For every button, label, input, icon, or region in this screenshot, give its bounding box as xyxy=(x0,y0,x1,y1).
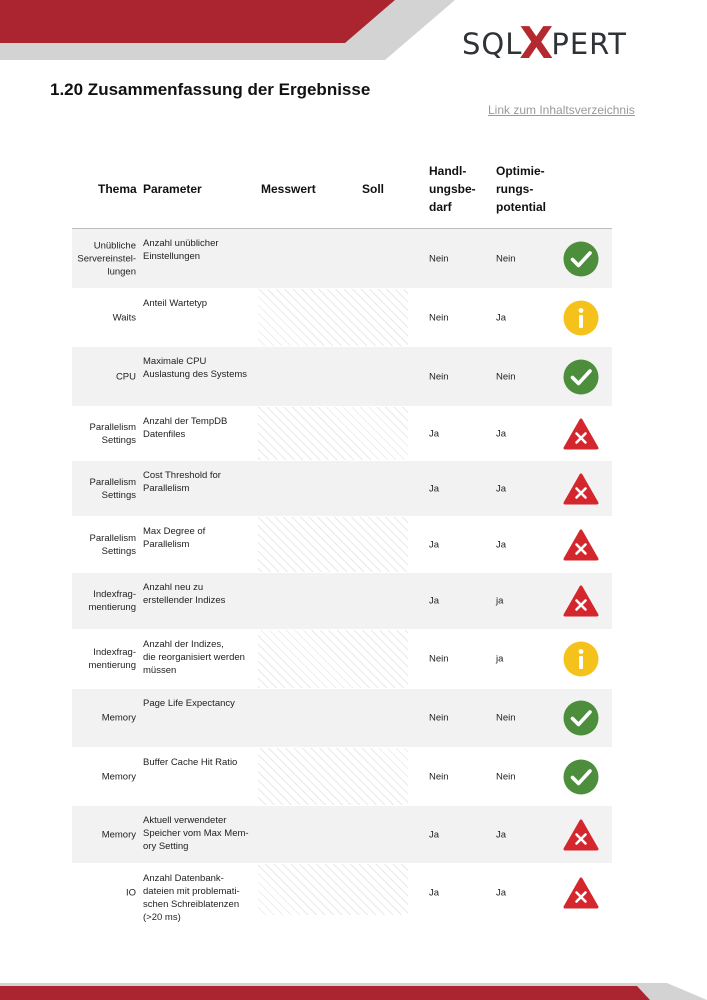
row-thema xyxy=(72,646,136,672)
check-icon xyxy=(562,758,600,796)
row-parameter xyxy=(143,872,263,924)
row-parameter-line: Parallelism xyxy=(143,539,190,550)
header-parameter: Parameter xyxy=(143,182,202,196)
row-thema-line: mentierung xyxy=(88,660,136,671)
check-icon xyxy=(562,240,600,278)
row-parameter xyxy=(143,697,263,710)
row-thema-line: Parallelism xyxy=(89,476,136,488)
header-handlung-line: Handl- xyxy=(429,164,467,178)
header-optimierung-line: potential xyxy=(496,200,546,214)
table-row xyxy=(72,864,612,923)
row-parameter-line: Parallelism xyxy=(143,483,190,494)
row-parameter-line: Anzahl der Indizes, xyxy=(143,639,224,650)
table-row xyxy=(72,289,612,347)
header-messwert: Messwert xyxy=(261,182,316,196)
header-optimierung-line: rungs- xyxy=(496,182,534,196)
row-optimierungspotential: Nein xyxy=(496,253,516,264)
table-row xyxy=(72,573,612,630)
row-thema-line: Memory xyxy=(101,712,136,724)
row-parameter-line: Anteil Wartetyp xyxy=(143,298,208,309)
row-thema-line: lungen xyxy=(107,266,136,277)
row-parameter-line: Maximale CPU xyxy=(143,356,207,367)
row-thema xyxy=(72,532,136,558)
row-parameter-line: Auslastung des Systems xyxy=(143,369,248,380)
row-handlungsbedarf: Nein xyxy=(429,712,449,724)
row-handlungsbedarf: Nein xyxy=(429,371,449,382)
row-optimierungspotential: Nein xyxy=(496,771,516,782)
row-optimierungspotential: Ja xyxy=(496,887,507,899)
row-handlungsbedarf: Ja xyxy=(429,428,440,439)
row-parameter-line: Aktuell verwendeter xyxy=(143,815,227,826)
row-optimierungspotential: Nein xyxy=(496,371,516,382)
row-thema-line: Settings xyxy=(101,545,136,557)
row-parameter-line: müssen xyxy=(143,665,177,676)
table-row xyxy=(72,630,612,689)
header-thema: Thema xyxy=(98,182,137,196)
row-thema xyxy=(72,476,136,502)
results-table xyxy=(72,160,612,923)
row-parameter xyxy=(143,756,263,769)
header-soll: Soll xyxy=(362,182,385,196)
row-thema xyxy=(72,887,136,900)
row-parameter xyxy=(143,814,263,853)
row-thema-line: Settings xyxy=(101,489,136,501)
warning-icon xyxy=(562,470,600,508)
row-parameter xyxy=(143,415,263,441)
row-thema-line: Indexfrag- xyxy=(93,647,136,658)
row-thema-line: IO xyxy=(125,887,136,899)
row-parameter-line: (>20 ms) xyxy=(143,912,181,923)
warning-icon xyxy=(562,526,600,564)
row-thema xyxy=(72,370,136,383)
warning-icon xyxy=(562,874,600,912)
row-parameter-line: dateien mit problemati- xyxy=(143,886,240,897)
row-handlungsbedarf: Ja xyxy=(429,887,440,899)
row-thema-line: mentierung xyxy=(88,602,136,613)
row-parameter-line: Buffer Cache Hit Ratio xyxy=(143,757,238,768)
warning-icon xyxy=(562,816,600,854)
check-icon xyxy=(562,358,600,396)
row-parameter xyxy=(143,237,263,263)
table-row xyxy=(72,347,612,407)
row-thema xyxy=(72,421,136,447)
table-row xyxy=(72,229,612,289)
row-thema xyxy=(72,828,136,841)
row-thema-line: Parallelism xyxy=(89,532,136,544)
row-optimierungspotential: Ja xyxy=(496,428,507,439)
row-parameter xyxy=(143,581,263,607)
sqlxpert-logo: SQL X PERT xyxy=(462,18,627,69)
info-icon xyxy=(562,299,600,337)
row-parameter xyxy=(143,525,263,551)
row-parameter-line: ory Setting xyxy=(143,841,189,852)
header-handlungsbedarf xyxy=(429,162,476,216)
row-parameter-line: Anzahl Datenbank- xyxy=(143,873,224,884)
row-parameter xyxy=(143,355,263,381)
row-parameter xyxy=(143,638,263,677)
row-optimierungspotential: Ja xyxy=(496,312,507,323)
header-handlung-line: darf xyxy=(429,200,452,214)
row-thema xyxy=(72,239,136,278)
row-parameter-line: Anzahl unüblicher xyxy=(143,238,219,249)
table-row xyxy=(72,461,612,517)
table-row xyxy=(72,806,612,864)
row-optimierungspotential: Ja xyxy=(496,483,507,494)
row-thema xyxy=(72,712,136,725)
row-optimierungspotential: ja xyxy=(496,595,504,607)
row-handlungsbedarf: Ja xyxy=(429,483,440,494)
row-handlungsbedarf: Nein xyxy=(429,312,449,323)
row-thema xyxy=(72,588,136,614)
row-thema-line: Memory xyxy=(101,829,136,840)
row-thema-line: CPU xyxy=(115,371,136,382)
row-parameter-line: schen Schreiblatenzen xyxy=(143,899,240,910)
row-optimierungspotential: Ja xyxy=(496,539,507,550)
row-handlungsbedarf: Nein xyxy=(429,253,449,264)
warning-icon xyxy=(562,582,600,620)
row-parameter-line: Cost Threshold for xyxy=(143,470,221,481)
row-thema-line: Indexfrag- xyxy=(93,589,136,600)
row-handlungsbedarf: Nein xyxy=(429,653,449,665)
footer-band xyxy=(0,983,707,1000)
row-parameter-line: Anzahl der TempDB xyxy=(143,416,228,427)
row-thema-line: Unübliche xyxy=(93,240,136,251)
row-parameter-line: Anzahl neu zu xyxy=(143,582,204,593)
row-parameter xyxy=(143,297,263,310)
warning-icon xyxy=(562,415,600,453)
table-header xyxy=(72,160,612,229)
row-thema-line: Parallelism xyxy=(89,421,136,433)
row-parameter-line: Speicher vom Max Mem- xyxy=(143,828,249,839)
table-row xyxy=(72,748,612,806)
row-parameter-line: Datenfiles xyxy=(143,429,186,440)
row-thema xyxy=(72,770,136,783)
row-thema-line: Settings xyxy=(101,434,136,446)
row-parameter-line: die reorganisiert werden xyxy=(143,652,245,663)
row-thema-line: Memory xyxy=(101,771,136,782)
table-body xyxy=(72,229,612,923)
row-optimierungspotential: Ja xyxy=(496,829,507,840)
row-parameter-line: erstellender Indizes xyxy=(143,595,226,606)
info-icon xyxy=(562,640,600,678)
row-handlungsbedarf: Ja xyxy=(429,595,440,607)
header-optimierung-line: Optimie- xyxy=(496,164,545,178)
row-thema xyxy=(72,311,136,324)
table-row xyxy=(72,689,612,748)
row-thema-line: Servereinstel- xyxy=(77,253,136,264)
table-row xyxy=(72,407,612,461)
row-parameter-line: Einstellungen xyxy=(143,251,201,262)
row-optimierungspotential: ja xyxy=(496,653,504,665)
header-handlung-line: ungsbe- xyxy=(429,182,476,196)
row-parameter-line: Page Life Expectancy xyxy=(143,698,235,709)
row-parameter xyxy=(143,469,263,495)
table-row xyxy=(72,517,612,573)
row-thema-line: Waits xyxy=(112,312,136,323)
check-icon xyxy=(562,699,600,737)
header-optimierungspotential xyxy=(496,162,546,216)
page-title: 1.20 Zusammenfassung der Ergebnisse xyxy=(50,80,371,99)
row-handlungsbedarf: Nein xyxy=(429,771,449,782)
row-optimierungspotential: Nein xyxy=(496,712,516,724)
toc-link[interactable]: Link zum Inhaltsverzeichnis xyxy=(488,103,635,117)
row-handlungsbedarf: Ja xyxy=(429,829,440,840)
row-parameter-line: Max Degree of xyxy=(143,526,206,537)
row-handlungsbedarf: Ja xyxy=(429,539,440,550)
